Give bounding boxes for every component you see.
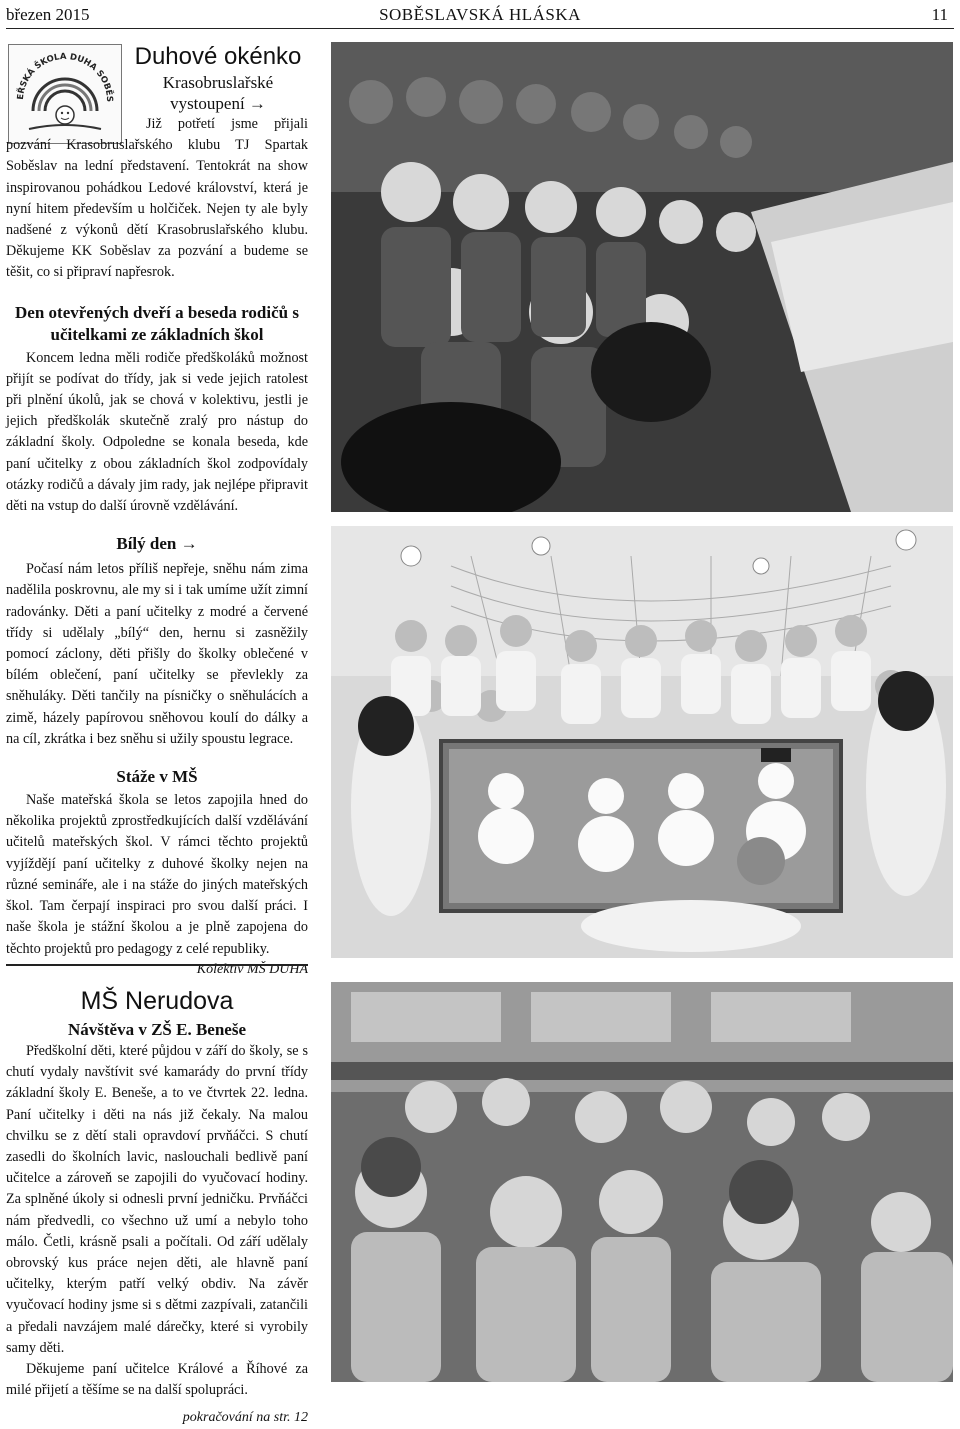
article5-body-closing: Děkujeme paní učitelce Králové a Říhové za milé přijetí a těšíme se na další spolupráci. [6,1361,308,1399]
page-number: 11 [931,5,948,24]
arrow-right-icon: → [180,534,198,554]
continued-note: pokračování na str. 12 [182,1410,308,1426]
publication-title: SOBĚSLAVSKÁ HLÁSKA [379,5,581,24]
article3-body: Počasí nám letos příliš nepřeje, sněhu nám zima nadělila poskrovnu, ale my si i tak umíme užít zimní radovánky. Děti a paní učitelky z modré a červené třídy si udělaly „bílý“ den, hernu si zasněžily pomocí záclony, děti přišly do školky oblečené v bílém oblečení, paní učitelky se převlekly za sněhuláky. Děti tančily na písničky o sněhulácích a zimě, házely papírovou sněhovou koulí do dálky a na cíl, zkrátka i bez sněhu si užily spoustu legrace. [6,561,308,747]
logo-text: EŘSKÁ ŠKOLA DUHA SOBĚS [15,51,115,103]
section-title-duhove-okenko: Duhové okénko [134,43,302,70]
article4-signature: Kolektiv MŠ DUHA [196,961,308,977]
photo-white-day-snowmen [331,526,953,958]
section-divider [6,964,308,966]
article2-body: Koncem ledna měli rodiče předškoláků možnost přijít se podívat do třídy, jak si vede jejich ratolest při plnění úkolů, jak se chová v kolektivu, jestli je jejich předškolák skutečně zralý pro nástup do základní školy. Odpoledne se konala beseda, kde paní učitelky z obou základních škol zodpovídaly otázky rodičů a dávaly jim rady, jak nejlépe připravit děti na vstup do další úrovně vzdělávání. [6,349,308,515]
section-title-ms-nerudova: MŠ Nerudova [80,987,234,1015]
page-header [6,2,954,29]
article4-heading: Stáže v MŠ [116,767,198,787]
article5-heading: Návštěva v ZŠ E. Beneše [67,1020,247,1039]
photo-audience-ice-show [331,42,953,512]
article3-heading: Bílý den → [116,534,198,554]
left-column [6,42,308,980]
issue-date: březen 2015 [6,5,90,24]
left-column-lower [6,985,308,1429]
article2-heading: Den otevřených dveří a beseda rodičů s učitelkami ze základních škol [15,302,299,344]
arrow-right-icon: → [248,94,266,113]
article1-heading: Krasobruslařské vystoupení → [162,73,274,113]
photo-school-visit [331,982,953,1382]
article5-body: Předškolní děti, které půjdou v září do školy, se s chutí vydaly navštívit své kamarády do první třídy základní školy E. Beneše, a to ve čtvrtek 22. ledna. Paní učitelky i děti na nás již čekaly. Na malou chvilku se z dětí stali opravdoví prvňáčci. S chutí zasedli do školních lavic, naslouchali bedlivě paní učitelce a zároveň se zapojili do vyučovací hodiny. Za splněné úkoly si odnesli první jedničku. Prvňáčci nám předvedli, co všechno už umí a nebylo toho málo. Četli, krásně psali a počítali. Od září udělaly obrovský kus práce nejen děti, ale hlavně paní učitelky, kterým patří velký obdiv. Na závěr vyučovací hodiny jsme si s dětmi zazpívali, zatančili a předali navzájem malé dárečky, které si vyrobily samy děti. [6,1043,308,1356]
article4-body: Naše mateřská škola se letos zapojila hned do několika projektů zprostředkujících další vzdělávání učitelů mateřských škol. V rámci těchto projektů vyjíždějí paní učitelky z duhové školky nejen na různé semináře, ale i na stáže do jiných mateřských škol. Tam čerpají inspiraci pro svou další práci. I naše škola je stážní školou a je plně zapojena do těchto projektů pro pedagogy z celé republiky. [6,792,308,957]
article1-body: Již potřetí jsme přijali pozvání Krasobruslařského klubu TJ Spartak Soběslav na lední představení. Tentokrát na show inspirovanou pohádkou Ledové království, která je nyní hitem především u holčiček. Nejen ty ale byly nadšené z výkonů dětí Krasobruslařského klubu. Děkujeme KK Soběslav za pozvání a budeme se těšit, co si připraví napřesrok. [6,116,308,281]
